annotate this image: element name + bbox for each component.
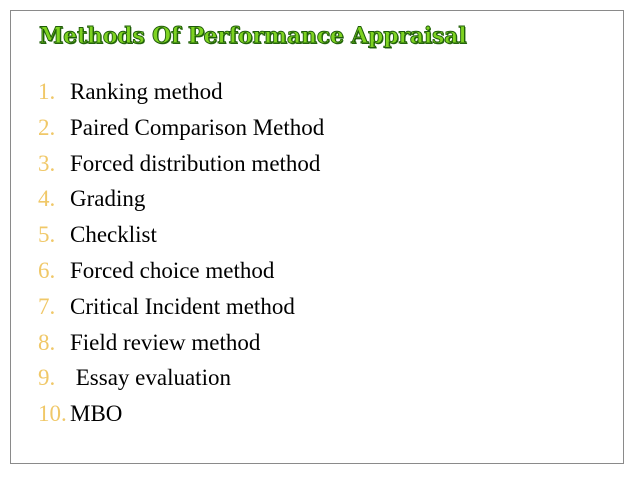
list-item-number: 5. <box>38 222 56 248</box>
list-item-label: Field review method <box>70 329 261 355</box>
list-item-number: 4. <box>38 186 56 212</box>
list-item-number: 3. <box>38 150 56 176</box>
slide-title: Methods Of Performance Appraisal <box>39 23 467 49</box>
list-item <box>38 222 324 258</box>
list-item-number: 1. <box>38 79 56 104</box>
list-item-number: 2. <box>38 114 56 140</box>
list-item <box>38 115 324 151</box>
list-item-number: 8. <box>38 329 56 355</box>
list-item <box>38 365 324 401</box>
list-item-label: Paired Comparison Method <box>70 114 325 140</box>
list-item <box>38 186 324 222</box>
list-item <box>38 294 324 330</box>
list-item-label: Forced choice method <box>70 257 275 283</box>
list-item-number: 6. <box>38 257 56 283</box>
list-item <box>38 79 324 115</box>
list-item-label: Forced distribution method <box>70 150 321 176</box>
list-item-number: 10. <box>38 401 67 427</box>
list-item <box>38 330 324 366</box>
list-item-label: Checklist <box>70 222 157 248</box>
list-item-label: Ranking method <box>70 79 223 104</box>
list-item-label: Critical Incident method <box>70 293 295 319</box>
methods-list <box>38 79 324 437</box>
list-item-label: Essay evaluation <box>70 365 231 391</box>
list-item-number: 9. <box>38 365 56 391</box>
list-item-number: 7. <box>38 293 56 319</box>
list-item <box>38 258 324 294</box>
list-item <box>38 401 324 437</box>
list-item <box>38 151 324 187</box>
list-item-label: Grading <box>70 186 146 212</box>
list-item-label: MBO <box>70 401 123 427</box>
